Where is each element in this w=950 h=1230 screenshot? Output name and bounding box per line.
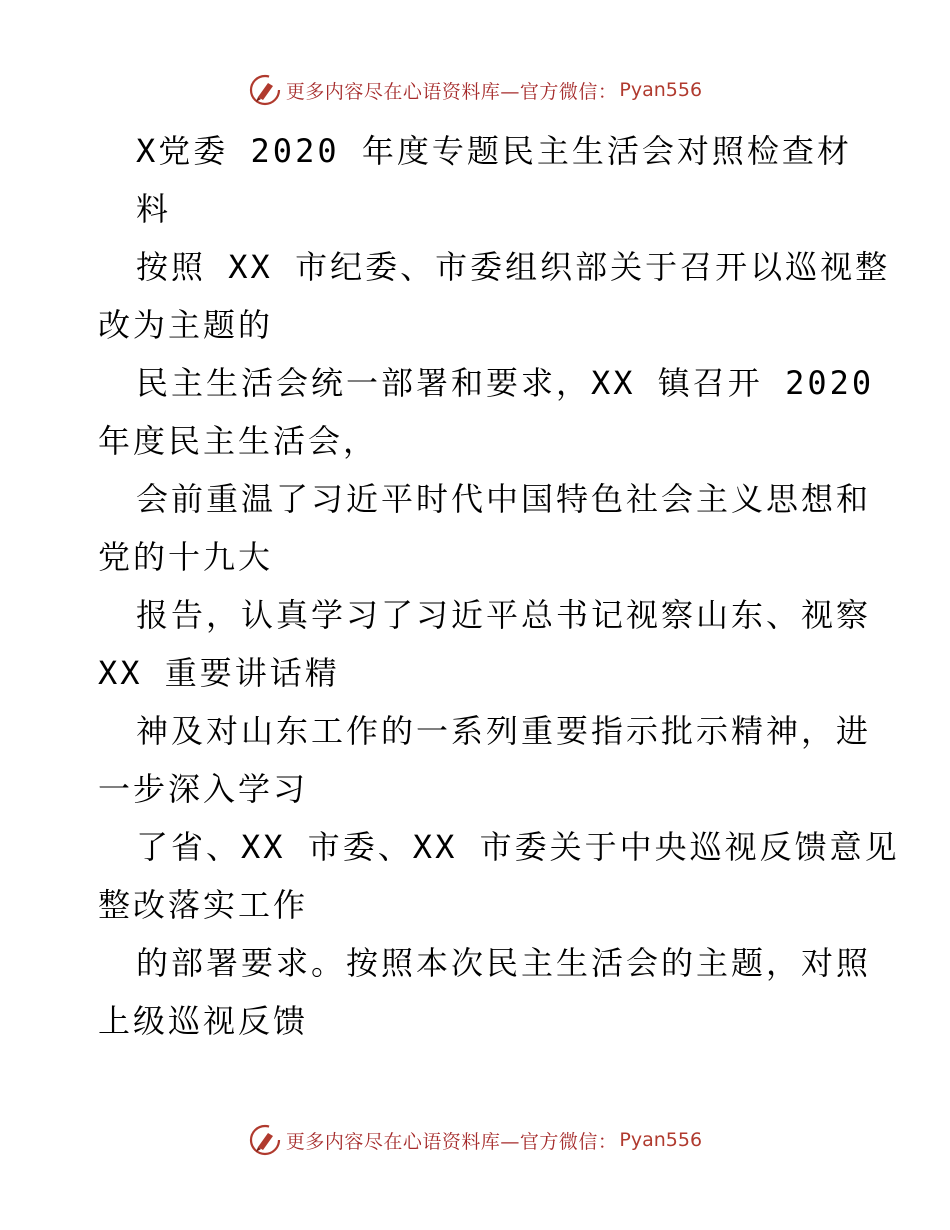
body-line: 整改落实工作 bbox=[98, 886, 309, 924]
body-line: 一步深入学习 bbox=[98, 770, 309, 808]
document-body bbox=[98, 122, 900, 1050]
body-line: 了省、XX 市委、XX 市委关于中央巡视反馈意见 bbox=[136, 828, 900, 866]
watermark-wechat-id: Pyan556 bbox=[619, 79, 703, 101]
body-line: XX 重要讲话精 bbox=[98, 654, 340, 692]
pen-logo-icon bbox=[248, 73, 282, 107]
watermark-wechat-id: Pyan556 bbox=[619, 1129, 703, 1151]
body-line: 党的十九大 bbox=[98, 538, 274, 576]
watermark-text: 更多内容尽在心语资料库—官方微信： bbox=[285, 1130, 618, 1153]
body-line: 报告，认真学习了习近平总书记视察山东、视察 bbox=[136, 596, 872, 634]
watermark-footer bbox=[0, 1120, 950, 1160]
title-line: 料 bbox=[136, 190, 172, 228]
title-line: X党委 2020 年度专题民主生活会对照检查材 bbox=[136, 132, 852, 170]
body-line: 民主生活会统一部署和要求，XX 镇召开 2020 bbox=[136, 364, 875, 402]
body-line: 上级巡视反馈 bbox=[98, 1002, 309, 1040]
pen-logo-icon bbox=[248, 1123, 282, 1157]
body-line: 神及对山东工作的一系列重要指示批示精神，进 bbox=[136, 712, 872, 750]
body-line: 改为主题的 bbox=[98, 306, 274, 344]
watermark-text: 更多内容尽在心语资料库—官方微信： bbox=[285, 80, 618, 103]
body-line: 会前重温了习近平时代中国特色社会主义思想和 bbox=[136, 480, 872, 518]
body-line: 的部署要求。按照本次民主生活会的主题，对照 bbox=[136, 944, 872, 982]
body-line: 年度民主生活会， bbox=[98, 422, 379, 460]
watermark-header bbox=[0, 70, 950, 110]
body-line: 按照 XX 市纪委、市委组织部关于召开以巡视整 bbox=[136, 248, 891, 286]
